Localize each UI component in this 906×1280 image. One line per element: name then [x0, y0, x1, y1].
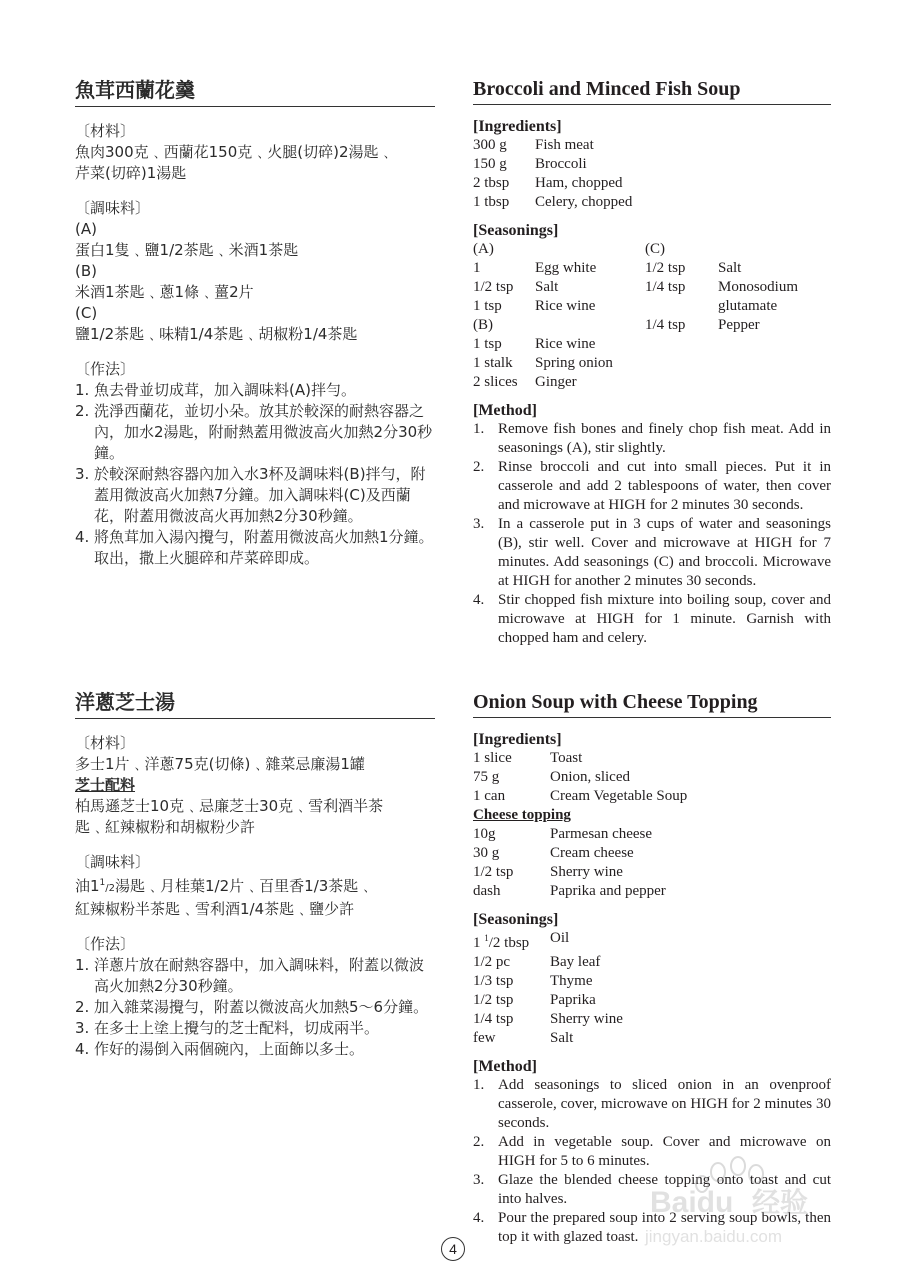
seasoning-row: [473, 1029, 623, 1048]
recipe2-en-method-head: [Method]: [473, 1058, 537, 1075]
step-text: 魚去骨並切成茸，加入調味料(A)拌勻。: [94, 381, 356, 399]
item: Salt: [535, 279, 559, 295]
quantity: 1/2 tsp: [473, 992, 514, 1008]
item: Oil: [550, 930, 570, 946]
quantity: 1/3 tsp: [473, 973, 514, 989]
recipe1-en-step: [473, 458, 831, 515]
step-number: 1.: [75, 956, 90, 974]
topping-row: [473, 844, 666, 863]
seasoning-row: [473, 297, 596, 316]
seasoning-groups-ab: [473, 240, 645, 392]
recipe2-en-step: [473, 1076, 831, 1133]
recipe2-zh-topping-head: 芝士配料: [75, 776, 136, 794]
svg-text:Baidu: Baidu: [650, 1186, 734, 1219]
recipe2-zh-step: [75, 997, 435, 1018]
quantity: 2 tbsp: [473, 175, 510, 191]
step-text: Rinse broccoli and cut into small pieces. Put it in casserole and add 2 tablespoons of water, then cover and microwave at HIGH for 2 minutes 30 seconds.: [498, 459, 831, 513]
topping-row: [473, 825, 666, 844]
recipe2-zh-method-head: 〔作法〕: [75, 935, 136, 953]
seasoning-row: [473, 929, 623, 953]
topping-row: [473, 863, 666, 882]
quantity: 2 slices: [473, 374, 518, 390]
step-text: 加入雜菜湯攪勻，附蓋以微波高火加熱5～6分鐘。: [94, 998, 429, 1016]
step-text: 作好的湯倒入兩個碗內，上面飾以多士。: [94, 1040, 365, 1058]
step-number: 3.: [75, 1019, 90, 1037]
recipe2-zh-seasoning-line: [75, 873, 435, 899]
step-number: 1.: [473, 421, 485, 437]
item: Rice wine: [535, 336, 596, 352]
text: /2 tbsp: [488, 935, 530, 951]
recipe2-zh-step: [75, 1018, 435, 1039]
recipe2-zh-topping-line: 匙﹑紅辣椒粉和胡椒粉少許: [75, 818, 256, 836]
recipe1-zh-step: [75, 527, 435, 569]
item: Fish meat: [535, 137, 594, 153]
seasoning-row: [473, 373, 613, 392]
group-c-label: (C): [645, 241, 665, 257]
recipe1-zh-step: [75, 380, 435, 401]
recipe2-zh-step: [75, 955, 435, 997]
recipe2-en-seasonings: [473, 929, 623, 1048]
recipe1-zh-seasoning-line: 鹽1/2茶匙﹑味精1/4茶匙﹑胡椒粉1/4茶匙: [75, 325, 358, 343]
recipe1-en-title: Broccoli and Minced Fish Soup: [473, 80, 831, 105]
step-number: 3.: [473, 1172, 485, 1188]
quantity: 1/4 tsp: [473, 1011, 514, 1027]
seasoning-row: [473, 1010, 623, 1029]
text: 湯匙﹑月桂葉1/2片﹑百里香1/3茶匙﹑: [115, 877, 374, 895]
quantity: 30 g: [473, 845, 500, 861]
step-number: 2.: [75, 998, 90, 1016]
step-text: 將魚茸加入湯內攪勻，附蓋用微波高火加熱1分鐘。取出，撒上火腿碎和芹菜碎即成。: [94, 528, 434, 567]
step-number: 4.: [75, 528, 90, 546]
step-number: 4.: [473, 1210, 485, 1226]
recipe2-zh-seasoning-line: 紅辣椒粉半茶匙﹑雪利酒1/4茶匙﹑鹽少許: [75, 900, 355, 918]
item: Monosodium glutamate: [718, 279, 799, 314]
item: Egg white: [535, 260, 597, 276]
ingredient-row: [473, 768, 687, 787]
quantity: 1 can: [473, 788, 506, 804]
step-text: Pour the prepared soup into 2 serving soup bowls, then top it with glazed toast.: [498, 1210, 831, 1245]
step-text: 在多士上塗上攪勻的芝士配料，切成兩半。: [94, 1019, 380, 1037]
quantity: few: [473, 1030, 496, 1046]
recipe1-en-step: [473, 420, 831, 458]
group-a-label: (A): [473, 241, 494, 257]
step-number: 3.: [473, 516, 485, 532]
step-text: 洋蔥片放在耐熱容器中，加入調味料，附蓋以微波高火加熱2分30秒鐘。: [94, 956, 425, 995]
step-text: Remove fish bones and finely chop fish meat. Add in seasonings (A), stir slightly.: [498, 421, 831, 456]
step-number: 2.: [473, 1134, 485, 1150]
seasoning-row: [473, 991, 623, 1010]
quantity: 1/4 tsp: [645, 279, 686, 295]
recipe2-en-title: Onion Soup with Cheese Topping: [473, 693, 831, 718]
recipe1-en: [473, 80, 831, 648]
step-text: 於較深耐熱容器內加入水3杯及調味料(B)拌勻，附蓋用微波高火加熱7分鐘。加入調味料(C)及西蘭花，附蓋用微波高火再加熱2分30秒鐘。: [94, 465, 426, 525]
recipe1-zh-method-head: 〔作法〕: [75, 360, 136, 378]
quantity: 1/2 pc: [473, 954, 511, 970]
quantity: 1 stalk: [473, 355, 513, 371]
step-text: Add seasonings to sliced onion in an ovenproof casserole, cover, microwave on HIGH for 2 minutes 30 seconds.: [498, 1077, 831, 1131]
item: Cream Vegetable Soup: [550, 788, 688, 804]
quantity: 1/4 tsp: [645, 317, 686, 333]
recipe2-zh-ingredients-head: 〔材料〕: [75, 734, 136, 752]
baidu-watermark-logo: [640, 1150, 870, 1250]
svg-text:经验: 经验: [752, 1186, 809, 1219]
quantity: 1/2 tsp: [473, 279, 514, 295]
ingredient-row: [473, 136, 632, 155]
step-number: 2.: [473, 459, 485, 475]
recipe1-en-step: [473, 515, 831, 591]
recipe1-zh-ingredient-line: 芹菜(切碎)1湯匙: [75, 164, 187, 182]
recipe2-zh-title: 洋蔥芝士湯: [75, 692, 435, 719]
recipe2-zh: [75, 692, 435, 1060]
quantity: 1: [473, 260, 481, 276]
text: 1: [473, 935, 485, 951]
text: 油1: [75, 877, 100, 895]
step-number: 3.: [75, 465, 90, 483]
quantity: dash: [473, 883, 501, 899]
item: Sherry wine: [550, 1011, 623, 1027]
item: Ginger: [535, 374, 577, 390]
recipe1-en-steps: [473, 420, 831, 648]
quantity: 1/2 tsp: [473, 864, 514, 880]
quantity: 1 tbsp: [473, 194, 510, 210]
ingredient-row: [473, 174, 632, 193]
recipe1-zh-step: [75, 464, 435, 527]
step-number: 4.: [473, 592, 485, 608]
item: Celery, chopped: [535, 194, 633, 210]
step-number: 4.: [75, 1040, 90, 1058]
group-b-table: [473, 335, 613, 392]
recipe1-zh-seasoning-line: 米酒1茶匙﹑蔥1條﹑薑2片: [75, 283, 254, 301]
quantity: 75 g: [473, 769, 500, 785]
recipe2-zh-topping-line: 柏馬遜芝士10克﹑忌廉芝士30克﹑雪利酒半茶: [75, 797, 384, 815]
item: Salt: [550, 1030, 574, 1046]
recipe2-zh-step: [75, 1039, 435, 1060]
ingredient-row: [473, 749, 687, 768]
item: Pepper: [718, 317, 760, 333]
item: Paprika and pepper: [550, 883, 666, 899]
quantity: 10g: [473, 826, 496, 842]
item: Paprika: [550, 992, 596, 1008]
quantity: 1 tsp: [473, 298, 502, 314]
ingredient-row: [473, 155, 632, 174]
recipe2-en-topping-head: Cheese topping: [473, 807, 571, 823]
seasoning-row: [473, 953, 623, 972]
recipe1-en-ingredients-head: [Ingredients]: [473, 118, 562, 135]
step-text: In a casserole put in 3 cups of water and seasonings (B), stir well. Cover and microwave at HIGH for 7 minutes. Add seasonings (C) and broccoli. Microwave at HIGH for another 2 minutes 30 seconds.: [498, 516, 831, 589]
recipe2-en-topping: [473, 825, 666, 901]
recipe2-en-ingredients: [473, 749, 687, 806]
step-text: Glaze the blended cheese topping onto toast and cut into halves.: [498, 1172, 831, 1207]
recipe1-en-method-head: [Method]: [473, 402, 537, 419]
quantity: 1 tsp: [473, 336, 502, 352]
item: Sherry wine: [550, 864, 623, 880]
recipe1-zh: [75, 80, 435, 569]
step-text: 洗淨西蘭花，並切小朵。放其於較深的耐熱容器之內，加水2湯匙，附耐熱蓋用微波高火加熱2分30秒鐘。: [94, 402, 433, 462]
seasoning-row: [473, 354, 613, 373]
recipe1-en-ingredients: [473, 136, 632, 212]
item: Ham, chopped: [535, 175, 623, 191]
fraction-denominator: /2: [105, 883, 116, 894]
quantity: 1 slice: [473, 750, 512, 766]
recipe1-en-step: [473, 591, 831, 648]
fraction-numerator: 1: [99, 878, 106, 888]
item: Salt: [718, 260, 742, 276]
recipe1-en-seasonings-head: [Seasonings]: [473, 222, 559, 239]
recipe1-zh-seasoning-line: (B): [75, 262, 97, 280]
step-text: Add in vegetable soup. Cover and microwave on HIGH for 5 to 6 minutes.: [498, 1134, 831, 1169]
recipe1-en-seasonings: [473, 240, 831, 392]
recipe2-zh-ingredient-line: 多士1片﹑洋蔥75克(切條)﹑雜菜忌廉湯1罐: [75, 755, 365, 773]
recipe1-zh-ingredients-head: 〔材料〕: [75, 122, 136, 140]
recipe1-zh-ingredient-line: 魚肉300克﹑西蘭花150克﹑火腿(切碎)2湯匙﹑: [75, 143, 394, 161]
quantity: 1/2 tsp: [645, 260, 686, 276]
item: Cream cheese: [550, 845, 634, 861]
topping-row: [473, 882, 666, 901]
recipe1-zh-seasoning-line: (C): [75, 304, 98, 322]
recipe2-en-seasonings-head: [Seasonings]: [473, 911, 559, 928]
seasoning-row: [473, 278, 596, 297]
group-b-label: (B): [473, 317, 493, 333]
item: Broccoli: [535, 156, 587, 172]
recipe1-zh-seasonings-head: 〔調味料〕: [75, 199, 151, 217]
seasoning-row: [473, 259, 596, 278]
recipe2-zh-steps: [75, 955, 435, 1060]
seasoning-row: [473, 335, 613, 354]
item: Parmesan cheese: [550, 826, 653, 842]
step-text: Stir chopped fish mixture into boiling soup, cover and microwave at HIGH for 1 minute. Garnish with chopped ham and celery.: [498, 592, 831, 646]
seasoning-row: [645, 278, 818, 316]
quantity: 150 g: [473, 156, 507, 172]
fraction-numerator: 1: [484, 933, 489, 943]
item: Thyme: [550, 973, 593, 989]
svg-text:jingyan.baidu.com: jingyan.baidu.com: [645, 1227, 783, 1246]
step-number: 1.: [75, 381, 90, 399]
item: Toast: [550, 750, 583, 766]
item: Onion, sliced: [550, 769, 630, 785]
seasoning-group-c: [645, 240, 831, 392]
item: Rice wine: [535, 298, 596, 314]
recipe1-zh-steps: [75, 380, 435, 569]
group-c-table: [645, 259, 818, 335]
item: Spring onion: [535, 355, 613, 371]
recipe1-zh-seasoning-line: 蛋白1隻﹑鹽1/2茶匙﹑米酒1茶匙: [75, 241, 299, 259]
recipe2-en-ingredients-head: [Ingredients]: [473, 731, 562, 748]
step-number: 1.: [473, 1077, 485, 1093]
recipe1-zh-title: 魚茸西蘭花羹: [75, 80, 435, 107]
ingredient-row: [473, 787, 687, 806]
group-a-table: [473, 259, 596, 316]
recipe1-zh-step: [75, 401, 435, 464]
seasoning-row: [645, 316, 818, 335]
quantity: [473, 929, 550, 953]
recipe1-zh-seasoning-line: (A): [75, 220, 97, 238]
step-number: 2.: [75, 402, 90, 420]
item: Bay leaf: [550, 954, 601, 970]
seasoning-row: [473, 972, 623, 991]
ingredient-row: [473, 193, 632, 212]
seasoning-row: [645, 259, 818, 278]
page-number: 4: [441, 1237, 465, 1261]
recipe2-zh-seasonings-head: 〔調味料〕: [75, 853, 151, 871]
quantity: 300 g: [473, 137, 507, 153]
